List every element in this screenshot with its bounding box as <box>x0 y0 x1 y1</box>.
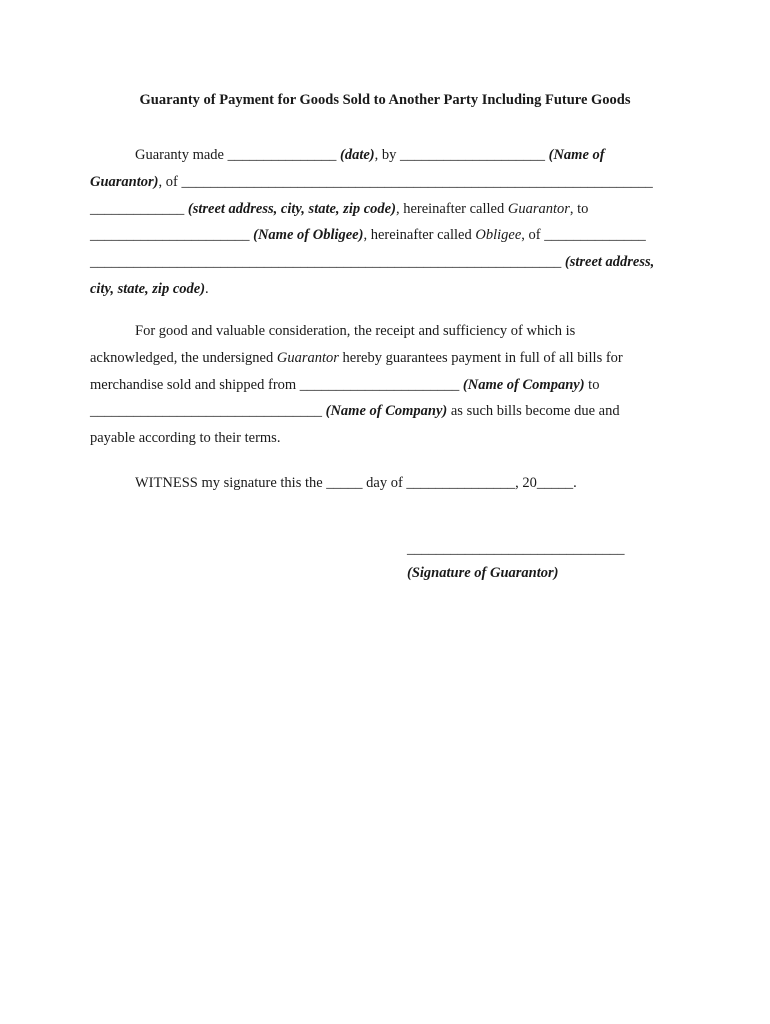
consideration-line-3: merchandise sold and shipped from ______________________ (Name of Company) to <box>90 376 600 393</box>
guarantor-address-placeholder: (street address, city, state, zip code) <box>187 200 396 217</box>
obligee-name-placeholder: (Name of Obligee) <box>253 227 364 244</box>
intro-line-6: city, state, zip code). <box>90 280 209 297</box>
witness-line: WITNESS my signature this the _____ day of _______________, 20_____. <box>135 475 577 491</box>
guarantor-name-placeholder: (Name of <box>548 147 605 163</box>
signature-line: ______________________________ <box>407 541 625 557</box>
consideration-line-5: payable according to their terms. <box>90 430 281 447</box>
witness-paragraph <box>90 470 670 497</box>
document-title: Guaranty of Payment for Goods Sold to Another Party Including Future Goods <box>139 92 631 108</box>
company-name-placeholder-1: (Name of Company) <box>462 376 585 393</box>
date-placeholder: (date) <box>339 147 375 163</box>
guaranty-intro-paragraph <box>90 142 670 303</box>
consideration-line-2: acknowledged, the undersigned Guarantor hereby guarantees payment in full of all bills for <box>90 349 623 366</box>
consideration-paragraph <box>90 318 670 452</box>
intro-line-2: Guarantor), of _________________________________________________________________ <box>90 173 653 190</box>
obligee-address-placeholder: (street address, <box>564 254 655 271</box>
intro-line-1: Guaranty made _______________ (date), by ____________________ (Name of <box>135 147 605 163</box>
intro-line-3: _____________ (street address, city, state, zip code), hereinafter called Guarantor, to <box>90 200 589 217</box>
intro-line-4: ______________________ (Name of Obligee), hereinafter called Obligee, of ______________ <box>90 227 646 244</box>
consideration-line-1: For good and valuable consideration, the receipt and sufficiency of which is <box>135 323 576 339</box>
company-name-placeholder-2: (Name of Company) <box>325 403 448 420</box>
signature-block <box>407 537 625 585</box>
intro-line-5: _________________________________________________________________ (street address, <box>90 254 655 271</box>
consideration-line-4: ________________________________ (Name of Company) as such bills become due and <box>90 403 620 420</box>
signature-label: (Signature of Guarantor) <box>407 565 559 581</box>
